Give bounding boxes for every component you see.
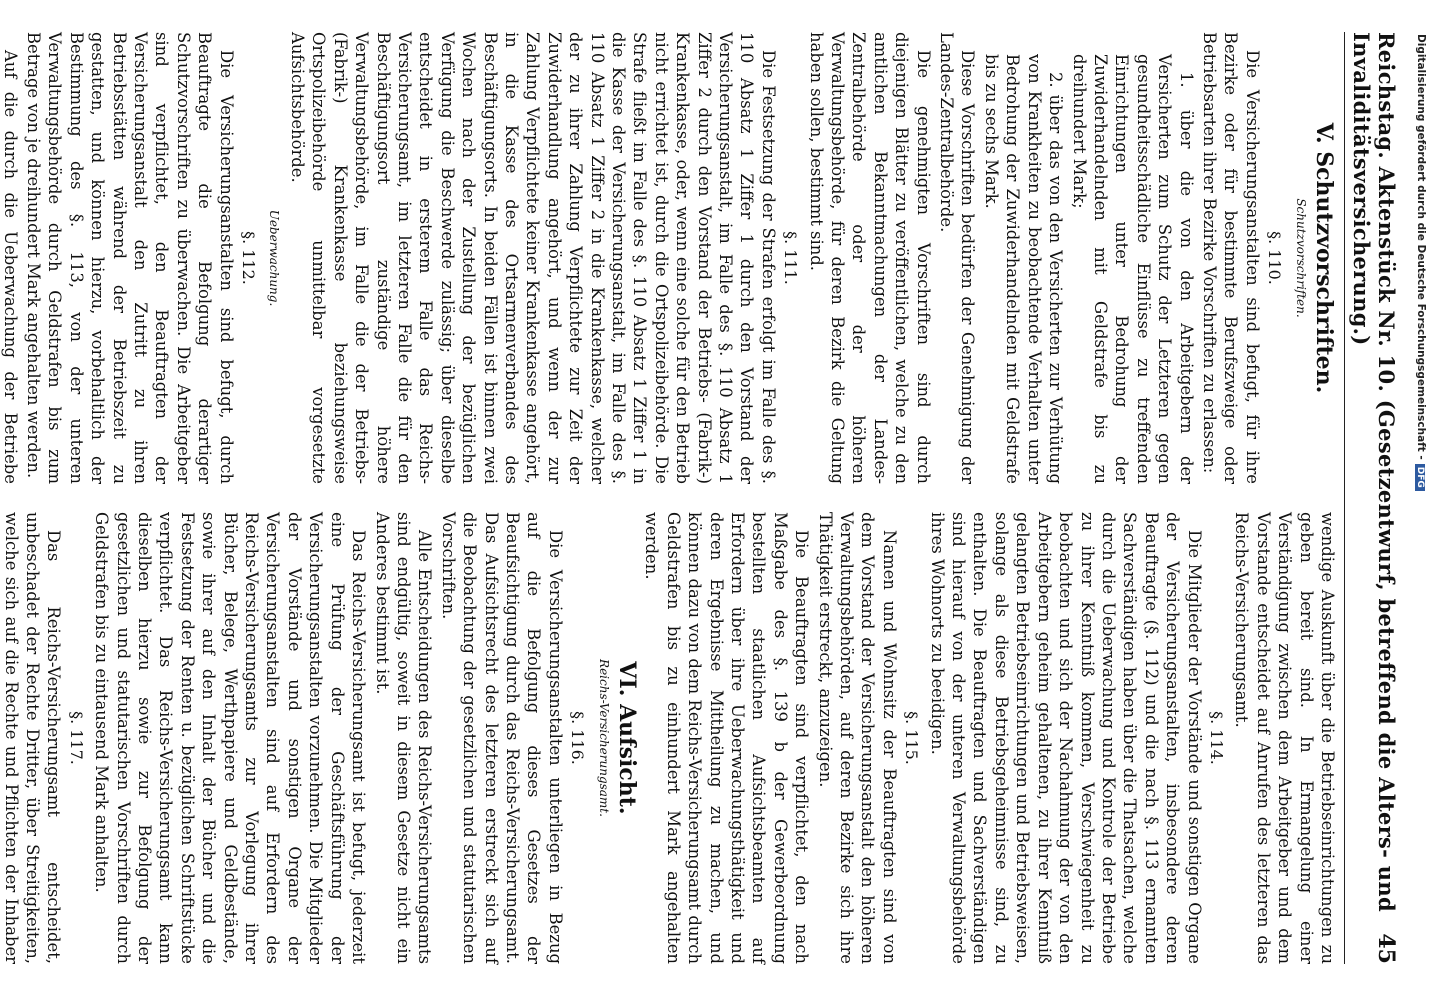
paragraph-number: §. 112.	[239, 231, 259, 285]
paragraph-text: Die Mitglieder der Vorstände und sonstigen Organe der Versicherungsanstalten, insbesondere deren Beauftragte (§. 112) und die nach §. 113 ernannten Sachverständigen haben über die Thatsachen, welche durch die Ueberwachung und Kontrole der Betriebe zu ihrer Kenntniß kommen, Verschwiegenheit zu beobachten und sich der Nachahmung der von den Arbeitgebern geheim gehaltenen, zu ihrer Kenntniß gelangten Betriebseinrichtungen und Betriebsweisen, solange als diese Betriebsgeheimnisse sind, zu enthalten. Die Beauftragten und Sachverständigen sind hierauf von der unteren Verwaltungsbehörde ihres Wohnorts zu beeidigen.	[927, 512, 1204, 964]
paragraph-number: §. 110.	[1265, 231, 1285, 285]
digitization-credit	[1415, 34, 1427, 974]
right-column	[0, 512, 1338, 964]
list-item: 1. über die von den Arbeitgebern der Versicherten zum Schutz der Letzteren gegen gesundheitsschädliche Einflüsse zu treffenden Einrichtungen unter Bedrohung der Zuwiderhandelnden mit Geldstrafe bis zu dreihundert Mark;	[1069, 54, 1196, 484]
paragraph-text: Die Versicherungsanstalten sind befugt, für ihre Bezirke oder für bestimmte Berufszweige oder Betriebsarten ihrer Bezirke Vorschriften zu erlassen:	[1199, 32, 1262, 484]
credit-text: Digitalisierung gefördert durch die Deutsche Forschungsgemeinschaft -	[1415, 34, 1427, 460]
paragraph-number: §. 115.	[902, 711, 922, 765]
dfg-logo: DFG	[1415, 464, 1425, 491]
paragraph-text: Das Reichs-Versicherungsamt entscheidet, unbeschadet der Rechte Dritter, über Streitigkeiten, welche sich auf die Rechte und Pflichten der Inhaber	[1, 512, 64, 964]
paragraph-text: Die Festsetzung der Strafen erfolgt im Falle des §. 110 Absatz 1 Ziffer 1 durch den Vorstand der Versicherungsanstalt, im Falle des §. 110 Absatz 1 Ziffer 2 durch den Vorstand der Betriebs- (Fabrik-) Krankenkasse, oder, wenn eine solche für den Betrieb nicht errichtet ist, durch die Ortspolizeibehörde. Die Strafe fließt im Falle des §. 110 Absatz 1 Ziffer 1 in die Kasse der Versicherungsanstalt, im Falle des §. 110 Absatz 1 Ziffer 2 in die Krankenkasse, welcher der zu ihrer Zahlung Verpflichtete zur Zeit der Zuwiderhandlung angehört, und wenn der zur Zahlung Verpflichtete keiner Krankenkasse angehört, in die Kasse des Ortsarmenverbandes des Beschäftigungsorts. In beiden Fällen ist binnen zwei Wochen nach der Zustellung der bezüglichen Verfügung die Beschwerde zulässig; über dieselbe entscheidet in ersterem Falle das Reichs-Versicherungsamt, im letzteren Falle die für den Beschäftigungsort zuständige höhere Verwaltungsbehörde, im Falle die der Betriebs- (Fabrik-) Krankenkasse beziehungsweise Ortspolizeibehörde unmittelbar vorgesetzte Aufsichtsbehörde.	[287, 32, 778, 484]
section-heading: V. Schutzvorschriften.	[1311, 122, 1337, 394]
paragraph-subheading: Ueberwachung.	[267, 209, 282, 307]
paragraph-text: Alle Entscheidungen des Reichs-Versicherungsamts sind endgültig, soweit in diesem Gesetze nicht ein Anderes bestimmt ist.	[372, 512, 435, 964]
paragraph-text: Diese Vorschriften bedürfen der Genehmigung der Landes-Zentralbehörde.	[937, 32, 978, 484]
paragraph-text: wendige Auskunft über die Betriebseinrichtungen zu geben bereit sind. In Ermangelung einer Verständigung zwischen dem Arbeitgeber und dem Vorstande entscheidet auf Anrufen des letzteren das Reichs-Versicherungsamt.	[1232, 512, 1337, 964]
page-number: 45	[1373, 933, 1399, 964]
list-item: 2. über das von den Versicherten zur Verhütung von Krankheiten zu beobachtende Verhalten unter Bedrohung der Zuwiderhandelnden mit Geldstrafe bis zu sechs Mark.	[981, 54, 1066, 484]
paragraph-number: §. 116.	[568, 711, 588, 765]
document-page	[0, 18, 1405, 978]
paragraph-text: Die Versicherungsanstalten sind befugt, durch Beauftragte die Befolgung derartiger Schutzvorschriften zu überwachen. Die Arbeitgeber sind verpflichtet, den Beauftragten der Versicherungsanstalt den Zutritt zu ihren Betriebsstätten während der Betriebszeit zu gestatten, und können hierzu, vorbehaltlich der Bestimmung des §. 113, von der unteren Verwaltungsbehörde durch Geldstrafen bis zum Betrage von je dreihundert Mark angehalten werden.	[24, 32, 236, 484]
paragraph-text: Die genehmigten Vorschriften sind durch diejenigen Blätter zu veröffentlichen, welche zu den amtlichen Bekanntmachungen der Landes-Zentralbehörde oder der höheren Verwaltungsbehörde, für deren Bezirk die Geltung haben sollen, bestimmt sind.	[806, 32, 933, 484]
section-heading: VI. Aufsicht.	[614, 661, 640, 815]
running-title: Reichstag. Aktenstück Nr. 10. (Gesetzentwurf, betreffend die Alters- und Invaliditätsversicherung.)	[1349, 32, 1399, 912]
paragraph-text: Auf die durch die Ueberwachung der Betriebe	[0, 50, 20, 484]
paragraph-number: §. 117.	[66, 711, 86, 765]
page-header	[1344, 32, 1405, 964]
section-subheading: Schutzvorschriften.	[1293, 198, 1308, 318]
paragraph-text: Die Beauftragten sind verpflichtet, den nach Maßgabe des §. 139 b der Gewerbeordnung bestellten staatlichen Aufsichtsbeamten auf Erfordern über ihre Ueberwachungsthätigkeit und deren Ergebnisse Mittheilung zu machen, und können dazu von dem Reichs-Versicherungsamt durch Geldstrafen bis zu einhundert Mark angehalten werden.	[642, 512, 812, 964]
section-subheading: Reichs-Versicherungsamt.	[596, 659, 611, 817]
paragraph-text: Das Reichs-Versicherungsamt ist befugt, jederzeit eine Prüfung der Geschäftsführung der Versicherungsanstalten vorzunehmen. Die Mitglieder der Vorstände und sonstigen Organe der Versicherungsanstalten sind auf Erfordern des Reichs-Versicherungsamts zur Vorlegung ihrer Bücher, Belege, Werthpapiere und Geldbestände, sowie ihrer auf den Inhalt der Bücher und die Festsetzung der Renten u. bezüglichen Schriftstücke verpflichtet. Das Reichs-Versicherungsamt kann dieselben hierzu sowie zur Befolgung der gesetzlichen und statutarischen Vorschriften durch Geldstrafen bis zu eintausend Mark anhalten.	[92, 512, 369, 964]
paragraph-number: §. 114.	[1206, 711, 1226, 765]
paragraph-text: Die Versicherungsanstalten unterliegen in Bezug auf die Befolgung dieses Gesetzes der Beaufsichtigung durch das Reichs-Versicherungsamt. Das Aufsichtsrecht des letzteren erstreckt sich auf die Beobachtung der gesetzlichen und statutarischen Vorschriften.	[438, 512, 565, 964]
paragraph-number: §. 111.	[781, 231, 801, 285]
paragraph-text: Namen und Wohnsitz der Beauftragten sind von dem Vorstand der Versicherungsanstalt den höheren Verwaltungsbehörden, auf deren Bezirke sich ihre Thätigkeit erstreckt, anzuzeigen.	[815, 512, 899, 964]
left-column	[0, 32, 1338, 484]
text-columns	[0, 32, 1344, 964]
